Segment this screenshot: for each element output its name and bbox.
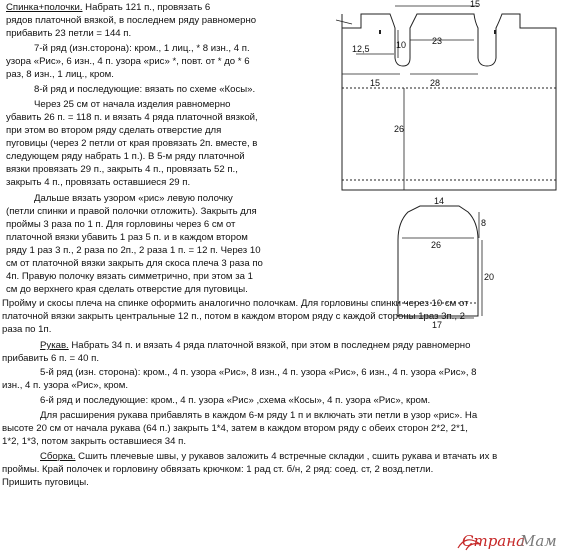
dim-label: 23 (432, 36, 443, 46)
dim-label: 8 (481, 218, 487, 228)
text-run: закрыть 4 п., провязать оставшиеся 29 п. (6, 177, 191, 188)
text-run: 5-й ряд (изн. сторона): кром., 4 п. узора «Рис», 8 изн., 4 п. узора «Рис», 6 изн., 4 п. узора «Рис», 8 (40, 367, 477, 378)
text-run: вязки провязать 29 п., закрыть 4 п., провязать 52 п., (6, 164, 238, 175)
sleeve-dimension-labels (431, 196, 494, 330)
dim-label: 26 (394, 124, 405, 134)
text-run: Сшить плечевые швы, у рукавов заложить 4 встречные складки , сшить рукава и втачать их в (75, 451, 498, 462)
text-run: Набрать 121 п., провязать 6 (82, 2, 211, 13)
text-run: см от платочной вязки закрыть для скоса плеча 3 раза по (6, 258, 263, 269)
sleeve-schematic (398, 206, 482, 318)
text-run: проймы 3 раза по 1 п. Для горловины через 6 см от (6, 219, 236, 230)
text-run: платочной вязки закрыть центральные 12 п., потом в каждом втором ряду с каждой стороны 1раз 3п., 2 (2, 311, 466, 322)
text-run: Пришить пуговицы. (2, 477, 89, 488)
text-run: см до верхнего края сделать отверстие для пуговицы. (6, 284, 248, 295)
dim-label: 10 (396, 40, 407, 50)
dim-label: 17 (432, 320, 443, 330)
sleeve-outline (398, 206, 478, 316)
text-run: пуговицы (через 2 петли от края провязать 2п. вместе, в (6, 138, 258, 149)
section-heading: Сборка. (40, 451, 76, 462)
text-run: при этом во втором ряду сделать отверстие для (6, 125, 222, 136)
text-run: изн., 4 п. узора «Рис», кром. (2, 380, 129, 391)
text-run: прибавить 23 петли = 144 п. (6, 28, 132, 39)
text-run: 8-й ряд и последующие: вязать по схеме «Косы». (34, 84, 256, 95)
text-run: Через 25 см от начала изделия равномерно (34, 99, 231, 110)
dim-label: 15 (470, 0, 481, 9)
text-run: рядов платочной вязкой, в последнем ряду равномерно (6, 15, 257, 26)
text-run: 7-й ряд (изн.сторона): кром., 1 лиц., * 8 изн., 4 п. (34, 43, 250, 54)
body-dimension-labels (352, 0, 480, 134)
dim-label: 14 (434, 196, 445, 206)
text-run: высоте 20 см от начала рукава (64 п.) закрыть 1*4, затем в каждом втором ряду с обеих сторон 2*2, 2*1, (2, 423, 468, 434)
watermark-part-1: Страна (462, 532, 526, 550)
dim-label: 12,5 (352, 44, 370, 54)
text-run: Дальше вязать узором «рис» левую полочку (34, 193, 233, 204)
body-outline (342, 14, 556, 190)
text-run: 4п. Правую полочку вязать симметрично, при этом за 1 (6, 271, 253, 282)
text-run: прибавить 6 п. = 40 п. (2, 353, 100, 364)
buttonhole-left (379, 30, 381, 34)
section-heading: Рукав. (40, 340, 69, 351)
text-run: раз, 8 изн., 1 лиц., кром. (6, 69, 114, 80)
text-run: ряду 1 раз 3 п., 2 раза по 2п., 2 раза 1 п. = 12 п. Через 10 (6, 245, 261, 256)
dim-label: 15 (370, 78, 381, 88)
text-run: проймы. Край полочек и горловину обвязать крючком: 1 рад ст. б/н, 2 ряд: соед. ст, 2 возд.петли. (2, 464, 434, 475)
watermark-part-2: Мам (520, 532, 557, 550)
buttonhole-right (494, 30, 496, 34)
text-run: 1*2, 1*3, потом закрыть оставшиеся 34 п. (2, 436, 186, 447)
text-run: узора «Рис», 6 изн., 4 п. узора «рис» *, повт. от * до * 6 (6, 56, 250, 67)
dim-label: 28 (430, 78, 441, 88)
site-watermark (458, 532, 557, 550)
text-run: 6-й ряд и последующие: кром., 4 п. узора «Рис» ,схема «Косы», 4 п. узора «Рис», кром. (40, 395, 431, 406)
text-run: Пройму и скосы плеча на спинке оформить аналогично полочкам. Для горловины спинки через 10 см от (2, 298, 469, 309)
body-schematic (336, 6, 556, 190)
dim-label: 20 (484, 272, 495, 282)
text-run: убавить 26 п. = 118 п. и вязать 4 ряда платочной вязкой, (6, 112, 258, 123)
text-run: раза по 1п. (2, 324, 52, 335)
shoulder-mark (336, 20, 352, 24)
dim-label: 26 (431, 240, 442, 250)
section-heading: Спинка+полочки. (6, 2, 83, 13)
text-run: Набрать 34 п. и вязать 4 ряда платочной вязкой, при этом в последнем ряду равномерно (68, 340, 471, 351)
text-run: следующем ряду набрать 1 п.). В 5-м ряду платочной (6, 151, 245, 162)
text-run: (петли спинки и правой полочки отложить). Закрыть для (6, 206, 257, 217)
text-run: платочной вязки убавить 1 раз 5 п. и в каждом втором (6, 232, 248, 243)
text-run: Для расширения рукава прибавлять в каждом 6-м ряду 1 п и включать эти петли в узор «рис». На (40, 410, 478, 421)
